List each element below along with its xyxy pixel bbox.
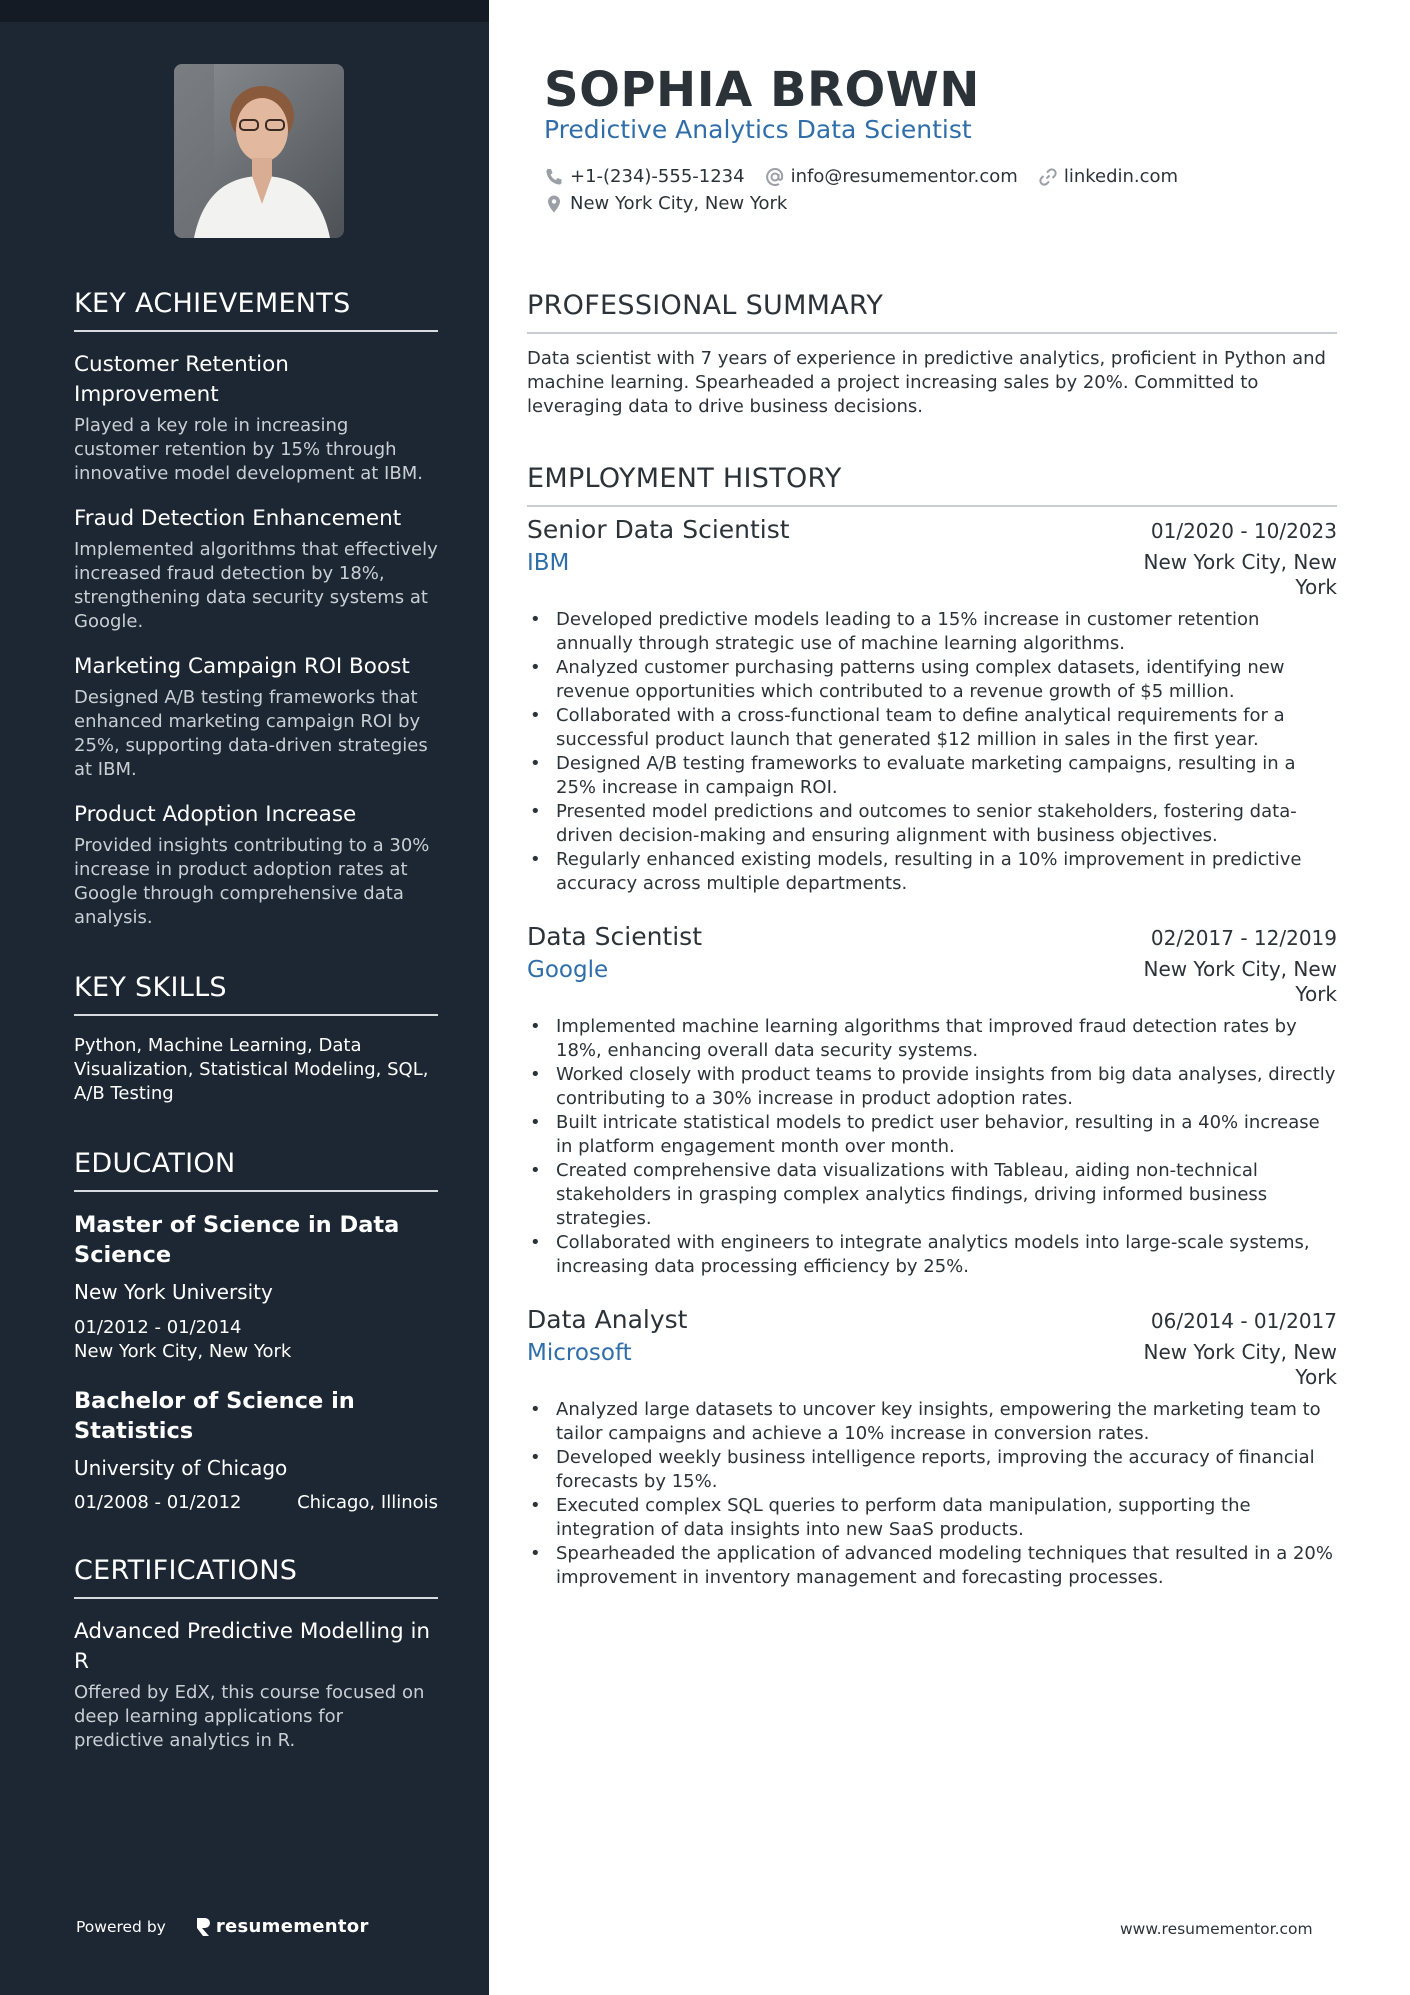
certification-title: Advanced Predictive Modelling in R xyxy=(74,1619,431,1674)
job-bullets xyxy=(527,1015,1337,1279)
achievement-item xyxy=(74,350,438,486)
job-location: New York City, New York xyxy=(1143,957,1337,1006)
skills-heading: KEY SKILLS xyxy=(74,972,438,1016)
list-item: • Developed predictive models leading to a 15% increase in customer retention annually through strategic use of machine learning algorithms. xyxy=(527,608,1337,656)
achievement-title: Marketing Campaign ROI Boost xyxy=(74,654,410,679)
education-dates: 01/2012 - 01/2014 xyxy=(74,1317,242,1338)
achievement-desc: Implemented algorithms that effectively increased fraud detection by 18%, strengthening data security systems at Google. xyxy=(74,539,438,632)
job-role: Data Scientist xyxy=(527,922,702,951)
list-item: • Collaborated with a cross-functional team to define analytical requirements for a successful product launch that generated $12 million in sales in the first year. xyxy=(527,704,1337,752)
link-icon xyxy=(1038,167,1058,187)
education-school: New York University xyxy=(74,1280,273,1304)
education-location: Chicago, Illinois xyxy=(297,1492,438,1513)
skills-list: Python, Machine Learning, Data Visualization, Statistical Modeling, SQL, A/B Testing xyxy=(74,1035,429,1104)
achievement-desc: Provided insights contributing to a 30% increase in product adoption rates at Google through comprehensive data analysis. xyxy=(74,835,430,928)
sidebar-top-bar xyxy=(0,0,489,22)
list-item: • Executed complex SQL queries to perform data manipulation, supporting the integration of data insights into new SaaS products. xyxy=(527,1494,1337,1542)
employment-section xyxy=(527,463,1337,1590)
list-item: • Analyzed large datasets to uncover key insights, empowering the marketing team to tailor campaigns and achieve a 10% increase in conversion rates. xyxy=(527,1398,1337,1446)
list-item: • Analyzed customer purchasing patterns using complex datasets, identifying new revenue opportunities which contributed to a revenue growth of $5 million. xyxy=(527,656,1337,704)
phone-text: +1-(234)-555-1234 xyxy=(570,166,745,187)
job-dates: 01/2020 - 10/2023 xyxy=(1150,519,1337,543)
job-entry xyxy=(527,1305,1337,1590)
list-item: • Collaborated with engineers to integrate analytics models into large-scale systems, increasing data processing efficiency by 25%. xyxy=(527,1231,1337,1279)
brand-name: resumementor xyxy=(215,1916,369,1937)
list-item: • Developed weekly business intelligence reports, improving the accuracy of financial forecasts by 15%. xyxy=(527,1446,1337,1494)
certification-desc: Offered by EdX, this course focused on deep learning applications for predictive analytics in R. xyxy=(74,1682,425,1751)
list-item: • Spearheaded the application of advanced modeling techniques that resulted in a 20% improvement in inventory management and forecasting processes. xyxy=(527,1542,1337,1590)
powered-label: Powered by xyxy=(76,1917,166,1936)
at-sign-icon xyxy=(765,167,785,187)
job-bullets xyxy=(527,608,1337,896)
brand-logo-icon xyxy=(196,1917,210,1937)
achievement-desc: Designed A/B testing frameworks that enhanced marketing campaign ROI by 25%, supporting data-driven strategies at IBM. xyxy=(74,687,428,780)
linkedin-contact[interactable] xyxy=(1038,166,1178,187)
education-school: University of Chicago xyxy=(74,1456,288,1480)
achievement-title: Customer Retention Improvement xyxy=(74,352,289,407)
phone-contact[interactable] xyxy=(544,166,745,187)
employment-heading: EMPLOYMENT HISTORY xyxy=(527,463,1337,507)
sidebar-content xyxy=(74,288,438,1795)
map-pin-icon xyxy=(544,194,564,214)
location-contact xyxy=(544,193,787,214)
certifications-section xyxy=(74,1555,438,1753)
education-location: New York City, New York xyxy=(74,1341,292,1362)
linkedin-text: linkedin.com xyxy=(1063,166,1179,187)
certification-item xyxy=(74,1617,438,1753)
footer-website-link[interactable]: www.resumementor.com xyxy=(1120,1920,1313,1938)
powered-by xyxy=(76,1916,369,1937)
summary-heading: PROFESSIONAL SUMMARY xyxy=(527,290,1337,334)
summary-text: Data scientist with 7 years of experience in predictive analytics, proficient in Python and machine learning. Spearheaded a project increasing sales by 20%. Committed to leveraging data to drive business decisions. xyxy=(527,348,1326,417)
job-company: IBM xyxy=(527,550,570,576)
brand-link[interactable] xyxy=(196,1916,369,1937)
job-dates: 02/2017 - 12/2019 xyxy=(1150,926,1337,950)
achievement-title: Product Adoption Increase xyxy=(74,802,357,827)
list-item: • Built intricate statistical models to predict user behavior, resulting in a 40% increase in platform engagement month over month. xyxy=(527,1111,1337,1159)
list-item: • Worked closely with product teams to provide insights from big data analyses, directly contributing to a 30% increase in product adoption rates. xyxy=(527,1063,1337,1111)
skills-section xyxy=(74,972,438,1106)
education-item xyxy=(74,1386,438,1513)
summary-section xyxy=(527,290,1337,419)
sidebar xyxy=(0,0,489,1995)
list-item: • Presented model predictions and outcomes to senior stakeholders, fostering data-driven decision-making and ensuring alignment with business objectives. xyxy=(527,800,1337,848)
email-text: info@resumementor.com xyxy=(790,166,1018,187)
achievement-item xyxy=(74,652,438,782)
education-dates: 01/2008 - 01/2012 xyxy=(74,1492,242,1513)
achievement-desc: Played a key role in increasing customer retention by 15% through innovative model development at IBM. xyxy=(74,415,423,484)
list-item: • Implemented machine learning algorithms that improved fraud detection rates by 18%, enhancing overall data security systems. xyxy=(527,1015,1337,1063)
list-item: • Designed A/B testing frameworks to evaluate marketing campaigns, resulting in a 25% increase in campaign ROI. xyxy=(527,752,1337,800)
job-location: New York City, New York xyxy=(1143,550,1337,599)
education-item xyxy=(74,1210,438,1364)
job-company: Google xyxy=(527,957,609,983)
education-degree: Bachelor of Science in Statistics xyxy=(74,1388,355,1444)
achievement-item xyxy=(74,800,438,930)
job-location: New York City, New York xyxy=(1143,1340,1337,1389)
contact-info xyxy=(544,163,1198,217)
job-role: Senior Data Scientist xyxy=(527,515,790,544)
achievement-item xyxy=(74,504,438,634)
phone-icon xyxy=(544,167,564,187)
job-company: Microsoft xyxy=(527,1340,632,1366)
list-item: • Regularly enhanced existing models, resulting in a 10% improvement in predictive accuracy across multiple departments. xyxy=(527,848,1337,896)
education-degree: Master of Science in Data Science xyxy=(74,1212,400,1268)
job-entry xyxy=(527,922,1337,1279)
education-section xyxy=(74,1148,438,1513)
job-dates: 06/2014 - 01/2017 xyxy=(1150,1309,1337,1333)
achievement-title: Fraud Detection Enhancement xyxy=(74,506,402,531)
job-entry xyxy=(527,515,1337,896)
achievements-heading: KEY ACHIEVEMENTS xyxy=(74,288,438,332)
certifications-heading: CERTIFICATIONS xyxy=(74,1555,438,1599)
education-meta xyxy=(74,1316,438,1364)
education-heading: EDUCATION xyxy=(74,1148,438,1192)
achievements-section xyxy=(74,288,438,930)
candidate-name: SOPHIA BROWN xyxy=(544,62,980,118)
education-meta xyxy=(74,1492,438,1513)
job-bullets xyxy=(527,1398,1337,1590)
profile-photo xyxy=(174,64,344,238)
location-text: New York City, New York xyxy=(570,193,788,214)
list-item: • Created comprehensive data visualizations with Tableau, aiding non-technical stakeholders in grasping complex analytics findings, driving informed business strategies. xyxy=(527,1159,1337,1231)
candidate-title: Predictive Analytics Data Scientist xyxy=(544,115,972,144)
job-role: Data Analyst xyxy=(527,1305,688,1334)
email-contact[interactable] xyxy=(765,166,1018,187)
